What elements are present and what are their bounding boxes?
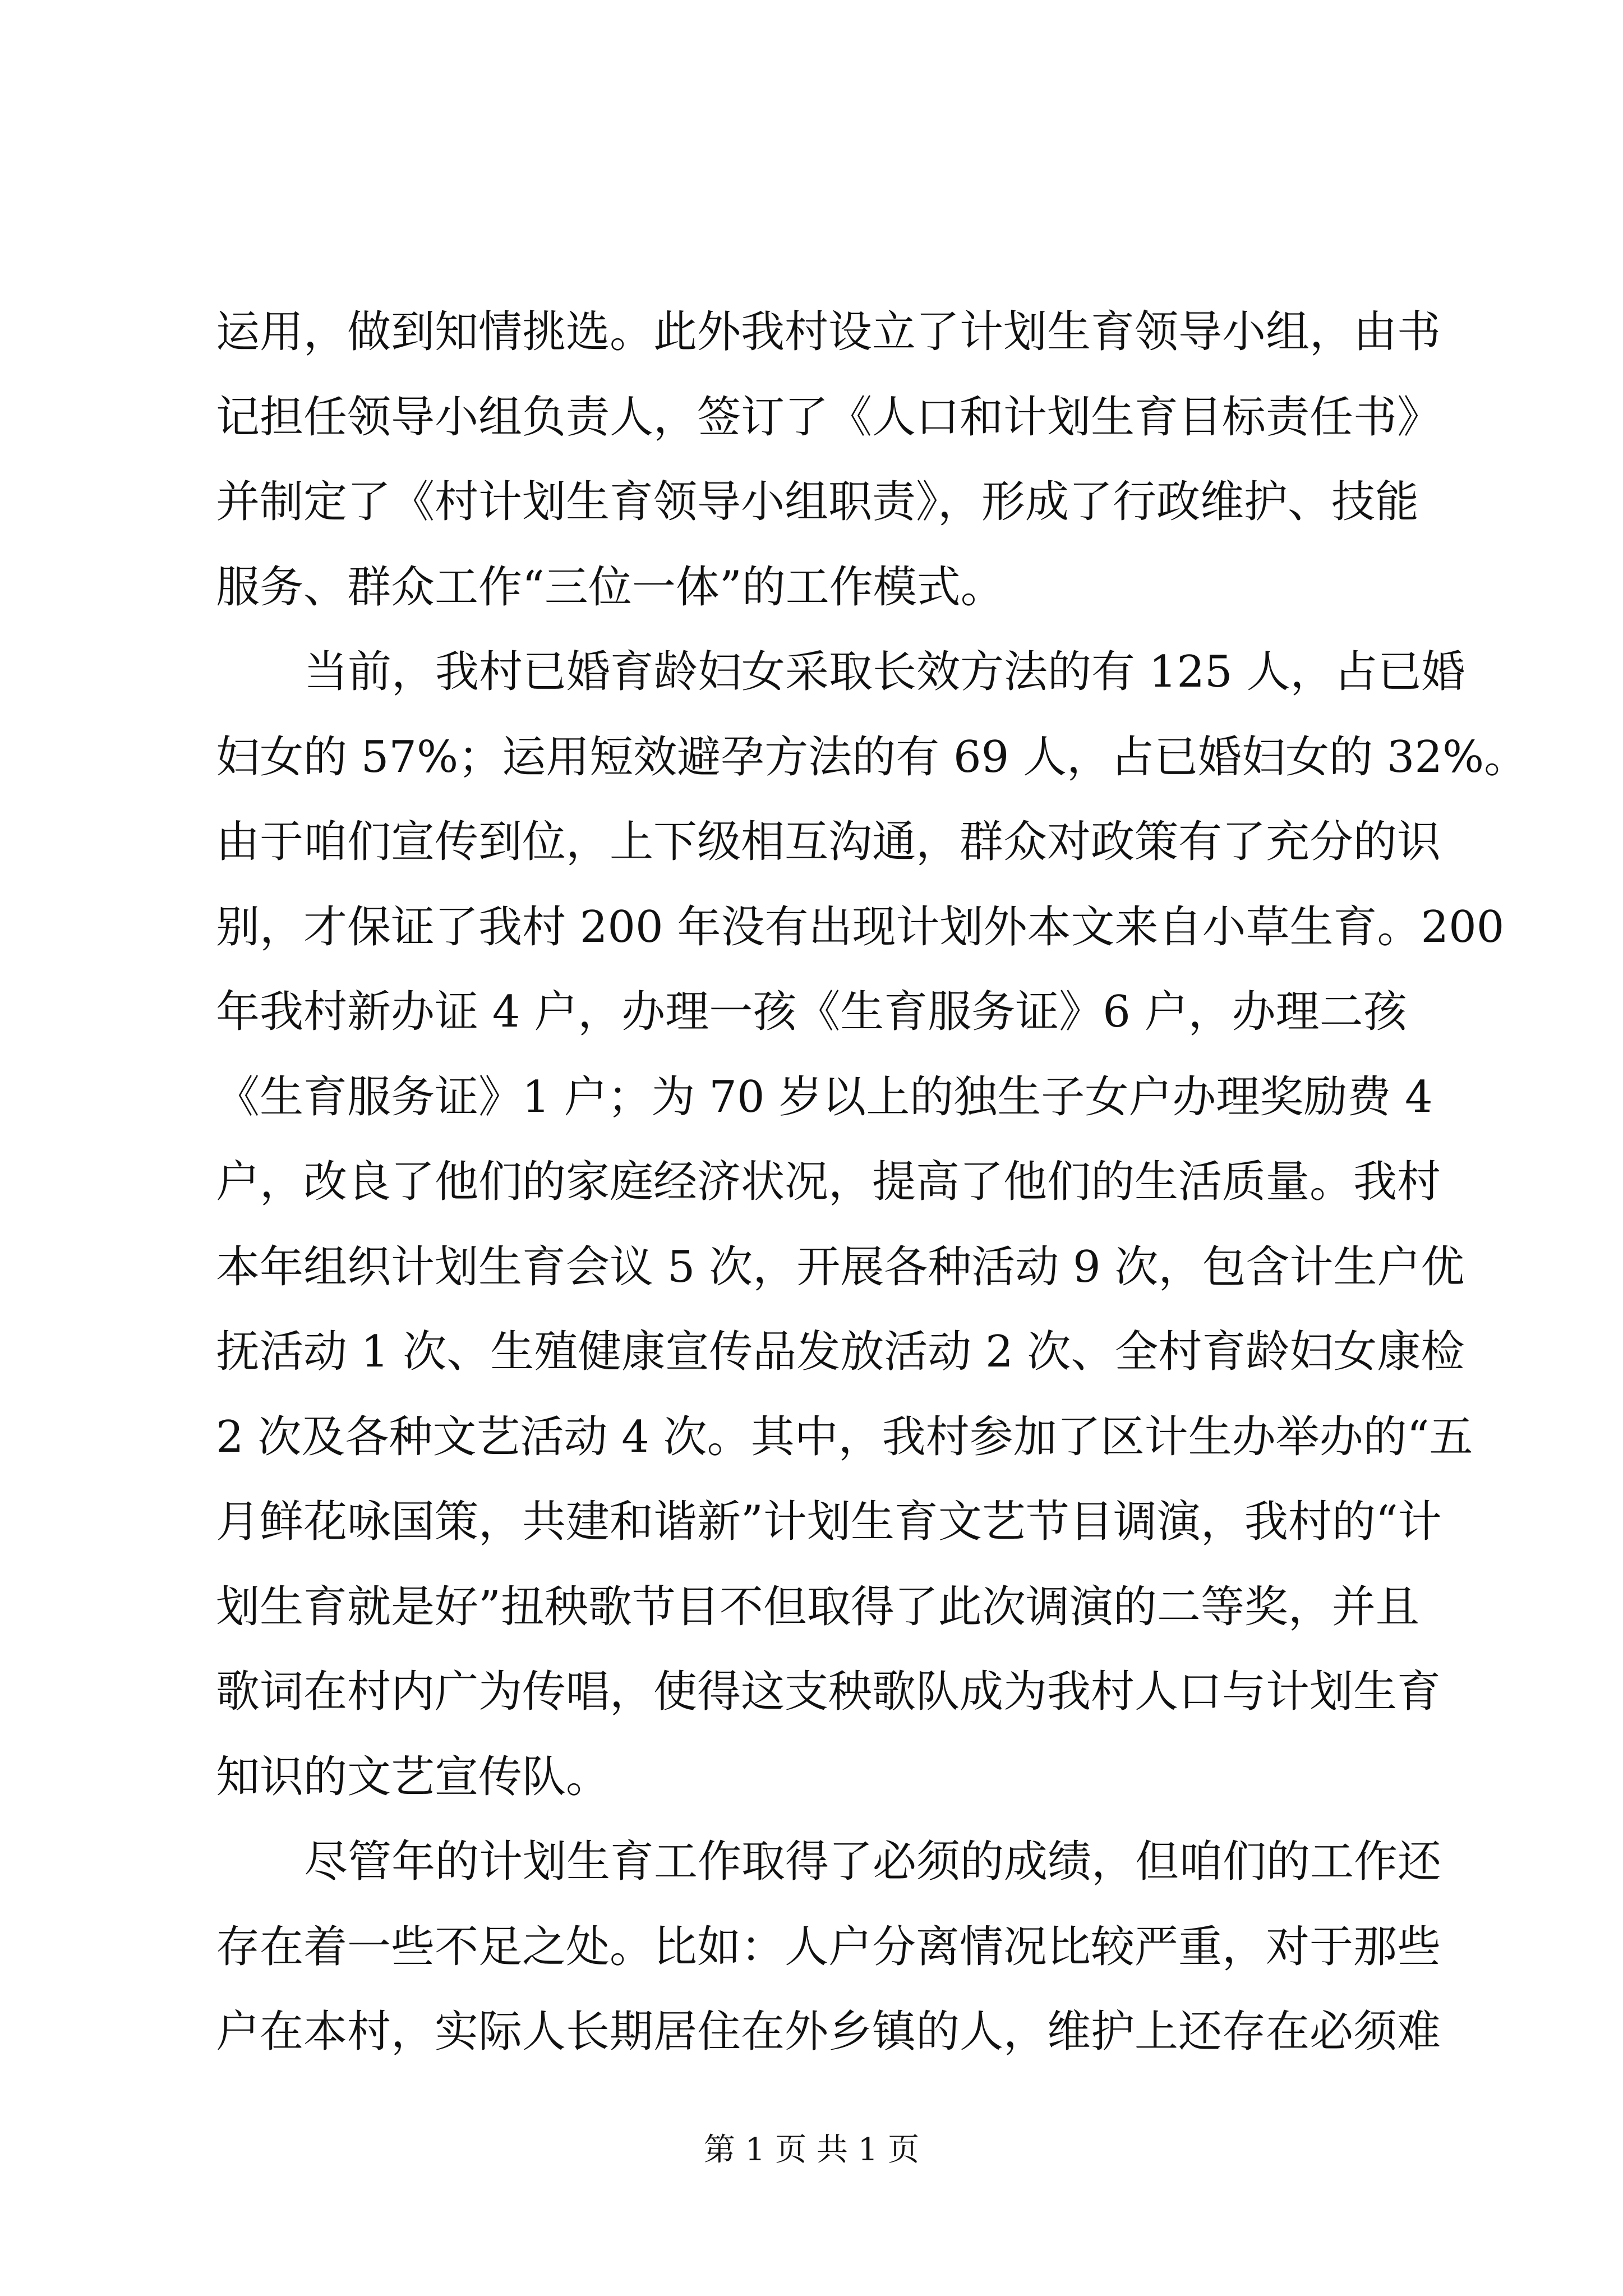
text-line: 《生育服务证》1 户；为 70 岁以上的独生子女户办理奖励费 4	[216, 1072, 1433, 1122]
text-line: 本年组织计划生育会议 5 次，开展各种活动 9 次，包含计生户优	[216, 1242, 1465, 1292]
text-line: 抚活动 1 次、生殖健康宣传品发放活动 2 次、全村育龄妇女康检	[216, 1327, 1465, 1377]
text-line: 划生育就是好”扭秧歌节目不但取得了此次调演的二等奖，并且	[216, 1582, 1419, 1632]
text-line: 由于咱们宣传到位，上下级相互沟通，群众对政策有了充分的识	[216, 817, 1441, 867]
text-line: 尽管年的计划生育工作取得了必须的成绩，但咱们的工作还	[304, 1837, 1442, 1887]
text-line: 并制定了《村计划生育领导小组职责》，形成了行政维护、技能	[216, 477, 1419, 527]
text-line: 2 次及各种文艺活动 4 次。其中，我村参加了区计生办举办的“五	[216, 1412, 1473, 1462]
text-line: 妇女的 57%；运用短效避孕方法的有 69 人，占已婚妇女的 32%。	[216, 732, 1528, 783]
text-line: 月鲜花咏国策，共建和谐新”计划生育文艺节目调演，我村的“计	[216, 1497, 1442, 1547]
page-number-footer: 第 1 页 共 1 页	[703, 2132, 920, 2168]
text-line: 知识的文艺宣传队。	[216, 1752, 610, 1802]
text-line: 运用，做到知情挑选。此外我村设立了计划生育领导小组，由书	[216, 307, 1441, 357]
text-line: 服务、群众工作“三位一体”的工作模式。	[216, 562, 1004, 613]
text-line: 别，才保证了我村 200 年没有出现计划外本文来自小草生育。200	[216, 902, 1505, 953]
text-line: 年我村新办证 4 户，办理一孩《生育服务证》6 户，办理二孩	[216, 987, 1407, 1037]
text-line: 当前，我村已婚育龄妇女采取长效方法的有 125 人，占已婚	[304, 647, 1465, 697]
text-line: 记担任领导小组负责人，签订了《人口和计划生育目标责任书》	[216, 392, 1441, 443]
text-line: 户在本村，实际人长期居住在外乡镇的人，维护上还存在必须难	[216, 2007, 1441, 2057]
text-line: 歌词在村内广为传唱，使得这支秧歌队成为我村人口与计划生育	[216, 1667, 1441, 1717]
text-line: 存在着一些不足之处。比如：人户分离情况比较严重，对于那些	[216, 1922, 1441, 1972]
text-line: 户，改良了他们的家庭经济状况，提高了他们的生活质量。我村	[216, 1157, 1441, 1207]
